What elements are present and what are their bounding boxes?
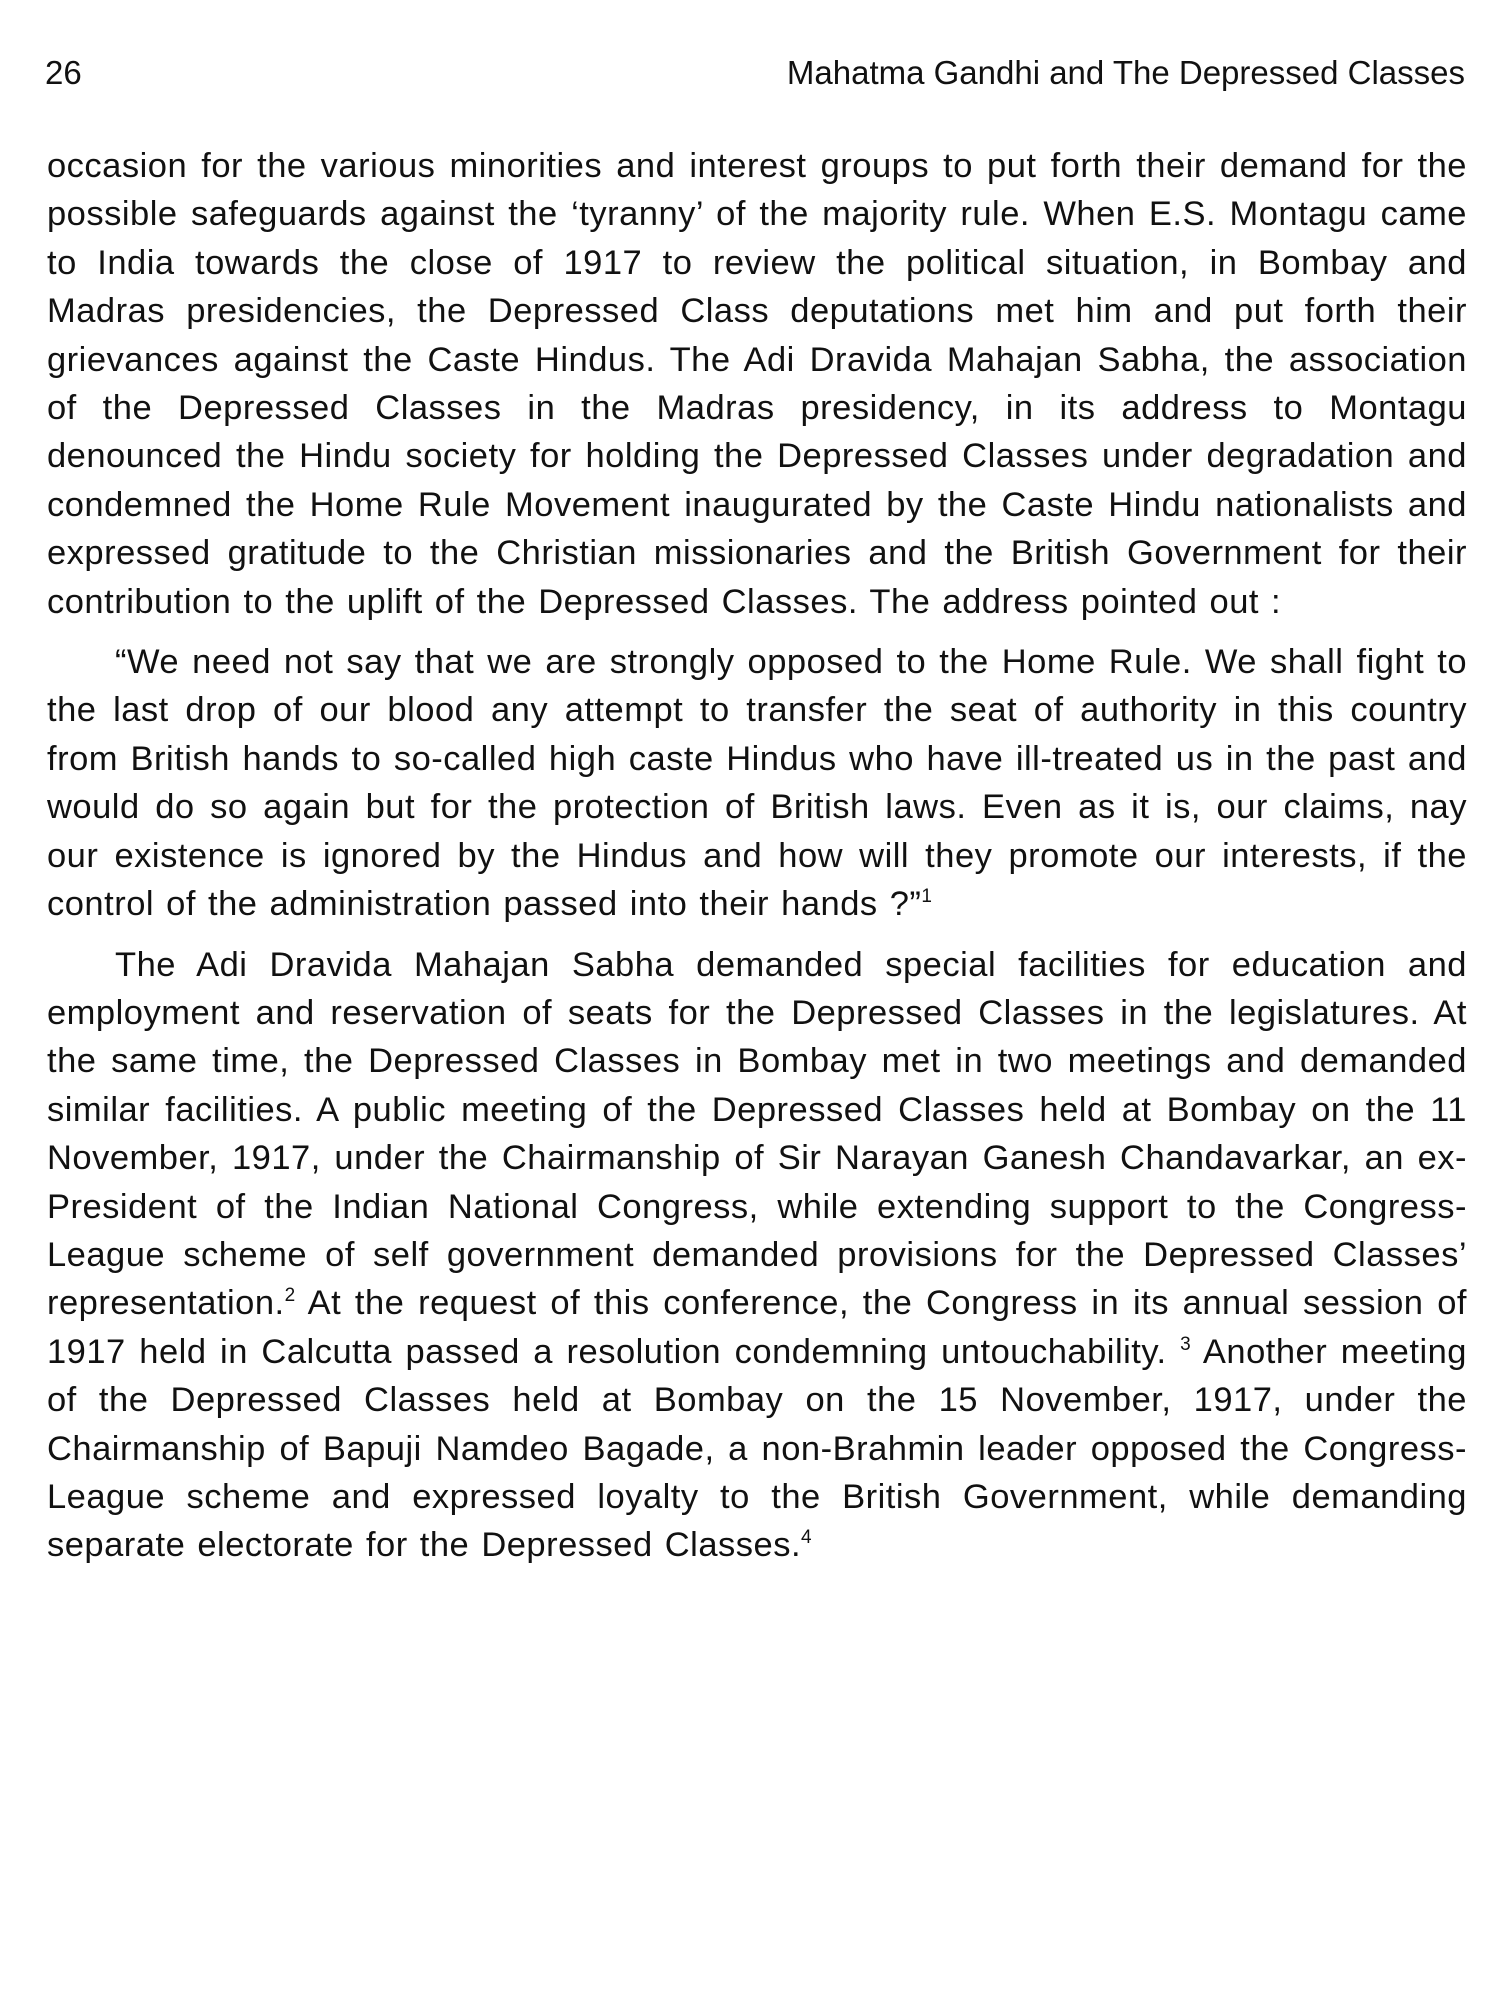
footnote-ref-3: 3	[1180, 1333, 1192, 1355]
page-body	[47, 142, 1467, 1582]
paragraph-sabha	[47, 941, 1467, 1570]
paragraph-sabha-end: Another meeting of the Depressed Classes held at Bombay on the 15 November, 1917, under the Chairmanship of Bapuji Namdeo Bagade, a non-Brahmin leader opposed the Congress-League scheme and expressed loyalty to the British Government, while demanding separate electorate for the Depressed Classes.	[47, 1332, 1467, 1565]
footnote-ref-2: 2	[284, 1285, 296, 1307]
paragraph-intro-text: occasion for the various minorities and interest groups to put forth their demand for the possible safeguards against the ‘tyranny’ of the majority rule. When E.S. Montagu came to India towards the close of 1917 to review the political situation, in Bombay and Madras presidencies, the Depressed Class deputations met him and put forth their grievances against the Caste Hindus. The Adi Dravida Mahajan Sabha, the association of the Depressed Classes in the Madras presidency, in its address to Montagu denounced the Hindu society for holding the Depressed Classes under degradation and condemned the Home Rule Movement inaugurated by the Caste Hindu nationalists and expressed gratitude to the Christian missionaries and the British Government for their contribution to the uplift of the Depressed Classes. The address pointed out :	[47, 147, 1467, 621]
footnote-ref-4: 4	[801, 1527, 813, 1549]
quote-text: “We need not say that we are strongly opposed to the Home Rule. We shall fight to the last drop of our blood any attempt to transfer the seat of authority in this country from British hands to so-called high caste Hindus who have ill-treated us in the past and would do so again but for the protection of British laws. Even as it is, our claims, nay our existence is ignored by the Hindus and how will they promote our interests, if the control of the administration passed into their hands ?”	[47, 643, 1467, 924]
paragraph-intro	[47, 142, 1467, 626]
page-number: 26	[45, 54, 82, 91]
page-header	[45, 50, 1465, 96]
paragraph-sabha-text: The Adi Dravida Mahajan Sabha demanded special facilities for education and employment and reservation of seats for the Depressed Classes in the legislatures. At the same time, the Depressed Classes in Bombay met in two meetings and demanded similar facilities. A public meeting of the Depressed Classes held at Bombay on the 11 November, 1917, under the Chairmanship of Sir Narayan Ganesh Chandavarkar, an ex-President of the Indian National Congress, while extending support to the Congress-League scheme of self government demanded provisions for the Depressed Classes’ representation.	[47, 945, 1467, 1323]
paragraph-sabha-continued: At the request of this conference, the Congress in its annual session of 1917 held in Calcutta passed a resolution condemning untouchability.	[47, 1284, 1467, 1371]
block-quote	[47, 638, 1467, 928]
footnote-ref-1: 1	[921, 886, 933, 908]
running-title: Mahatma Gandhi and The Depressed Classes	[786, 54, 1465, 91]
